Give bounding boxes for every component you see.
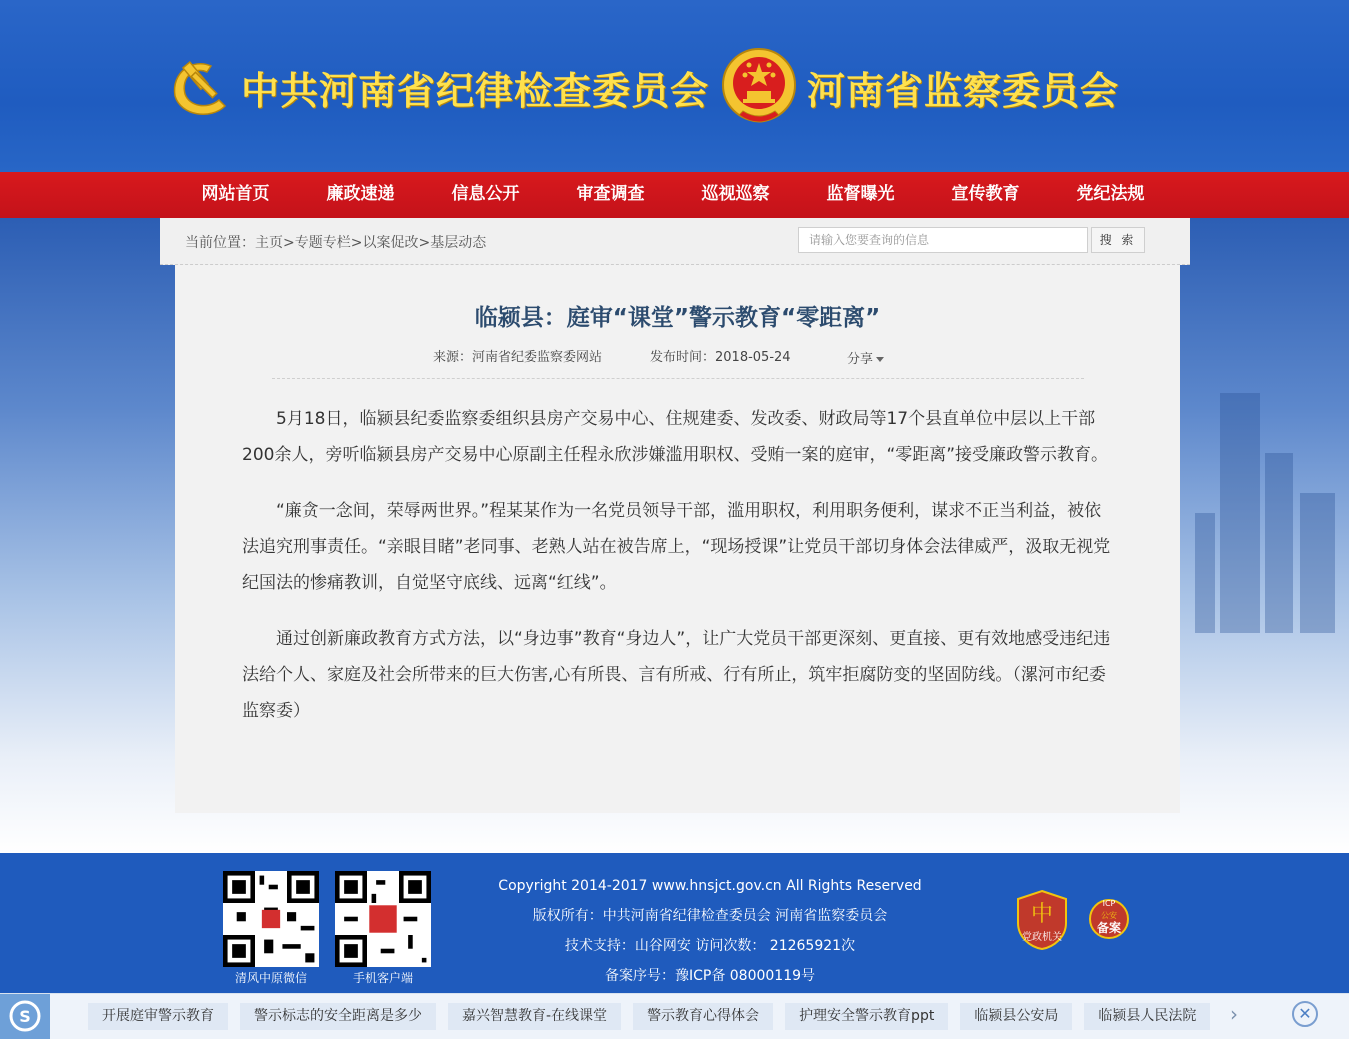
nav-item-disclosure[interactable]: 信息公开 [451, 184, 520, 204]
site-banner [0, 0, 1349, 172]
banner-inner [163, 42, 1119, 132]
nav-item-education[interactable]: 宣传教育 [951, 184, 1020, 204]
mobile-client-qr-code [335, 871, 431, 967]
footer-copyright: Copyright 2014-2017 www.hnsjct.gov.cn All Rights Reserved [498, 878, 922, 894]
nav-item-exposure[interactable]: 监督曝光 [826, 184, 895, 204]
nav-item-inspection[interactable]: 巡视巡察 [701, 184, 770, 204]
svg-text:S: S [19, 1007, 31, 1026]
suggestion-item[interactable]: 临颍县公安局 [960, 1003, 1072, 1030]
suggestion-item[interactable]: 嘉兴智慧教育-在线课堂 [448, 1003, 621, 1030]
badge-police-text: 公安 [1101, 911, 1117, 920]
chevron-right-icon[interactable]: › [1230, 1002, 1238, 1026]
search-suggestion-bar [0, 993, 1349, 1039]
banner-title-left: 中共河南省纪律检查委员会 [241, 68, 710, 113]
suggestion-item[interactable]: 开展庭审警示教育 [88, 1003, 228, 1030]
badge-icp-text: ICP [1102, 899, 1116, 908]
breadcrumb-bar [160, 218, 1190, 265]
nav-item-regulations[interactable]: 党纪法规 [1076, 184, 1145, 204]
footer-icp[interactable]: 备案序号：豫ICP备 08000119号 [604, 968, 816, 984]
article-body [242, 401, 1112, 749]
suggestion-list [88, 1003, 1222, 1030]
share-label: 分享 [847, 352, 874, 367]
search-button[interactable]: 搜 索 [1091, 227, 1145, 253]
article [175, 265, 1180, 813]
article-date: 发布时间：2018-05-24 [650, 350, 791, 365]
article-source: 来源：河南省纪委监察委网站 [433, 350, 603, 365]
icp-police-badge-icon[interactable] [1088, 889, 1130, 951]
suggestion-item[interactable]: 警示标志的安全距离是多少 [240, 1003, 436, 1030]
breadcrumb: 当前位置：主页>专题专栏>以案促改>基层动态 [185, 235, 487, 251]
article-paragraph: 5月18日，临颍县纪委监察委组织县房产交易中心、住规建委、发改委、财政局等17个县直单位中层以上干部200余人，旁听临颍县房产交易中心原副主任程永欣涉嫌滥用职权、受贿一案的庭审，“零距离”接受廉政警示教育。 [242, 409, 1109, 465]
suggestion-item[interactable]: 护理安全警示教育ppt [785, 1003, 948, 1030]
suggestion-item[interactable]: 警示教育心得体会 [633, 1003, 773, 1030]
search-input[interactable]: 请输入您要查询的信息 [798, 227, 1088, 253]
article-paragraph: “廉贪一念间，荣辱两世界。”程某某作为一名党员领导干部，滥用职权，利用职务便利，谋求不正当利益，被依法追究刑事责任。“亲眼目睹”老同事、老熟人站在被告席上，“现场授课”让党员干部切身体会法律威严，汲取无视党纪国法的惨痛教训，自觉坚守底线、远离“红线”。 [242, 501, 1111, 593]
national-emblem-icon [719, 45, 799, 129]
badge-record-text: 备案 [1096, 921, 1122, 935]
footer-support: 技术支持：山谷网安 访问次数： 21265921次 [564, 938, 856, 954]
share-button[interactable] [847, 348, 884, 367]
sogou-logo-icon[interactable] [0, 994, 50, 1039]
close-icon[interactable]: ✕ [1292, 1001, 1318, 1027]
article-paragraph: 通过创新廉政教育方式方法，以“身边事”教育“身边人”，让广大党员干部更深刻、更直接、更有效地感受违纪违法给个人、家庭及社会所带来的巨大伤害,心有所畏、言有所戒、行有所止，筑牢拒腐防变的坚固防线。（漯河市纪委监察委） [242, 629, 1111, 721]
divider [272, 378, 1084, 379]
article-title: 临颍县：庭审“课堂”警示教育“零距离” [474, 305, 881, 331]
main-nav [0, 172, 1349, 218]
mobile-qr-label: 手机客户端 [352, 971, 413, 985]
footer-info [460, 871, 960, 991]
nav-item-home[interactable]: 网站首页 [201, 184, 270, 204]
badge-label: 党政机关 [1022, 932, 1062, 943]
government-agency-badge-icon[interactable] [1016, 889, 1068, 951]
suggestion-item[interactable]: 临颍县人民法院 [1084, 1003, 1210, 1030]
wechat-qr-code [223, 871, 319, 967]
footer [0, 853, 1349, 993]
chevron-down-icon [876, 357, 884, 362]
wechat-qr-label: 清风中原微信 [234, 971, 307, 985]
footer-owner: 版权所有：中共河南省纪律检查委员会 河南省监察委员会 [532, 908, 888, 924]
nav-item-news[interactable]: 廉政速递 [326, 184, 395, 204]
banner-title-right: 河南省监察委员会 [807, 68, 1120, 113]
nav-item-investigation[interactable]: 审查调查 [576, 184, 645, 204]
svg-text:中: 中 [1030, 902, 1054, 927]
hammer-sickle-icon [163, 52, 233, 122]
